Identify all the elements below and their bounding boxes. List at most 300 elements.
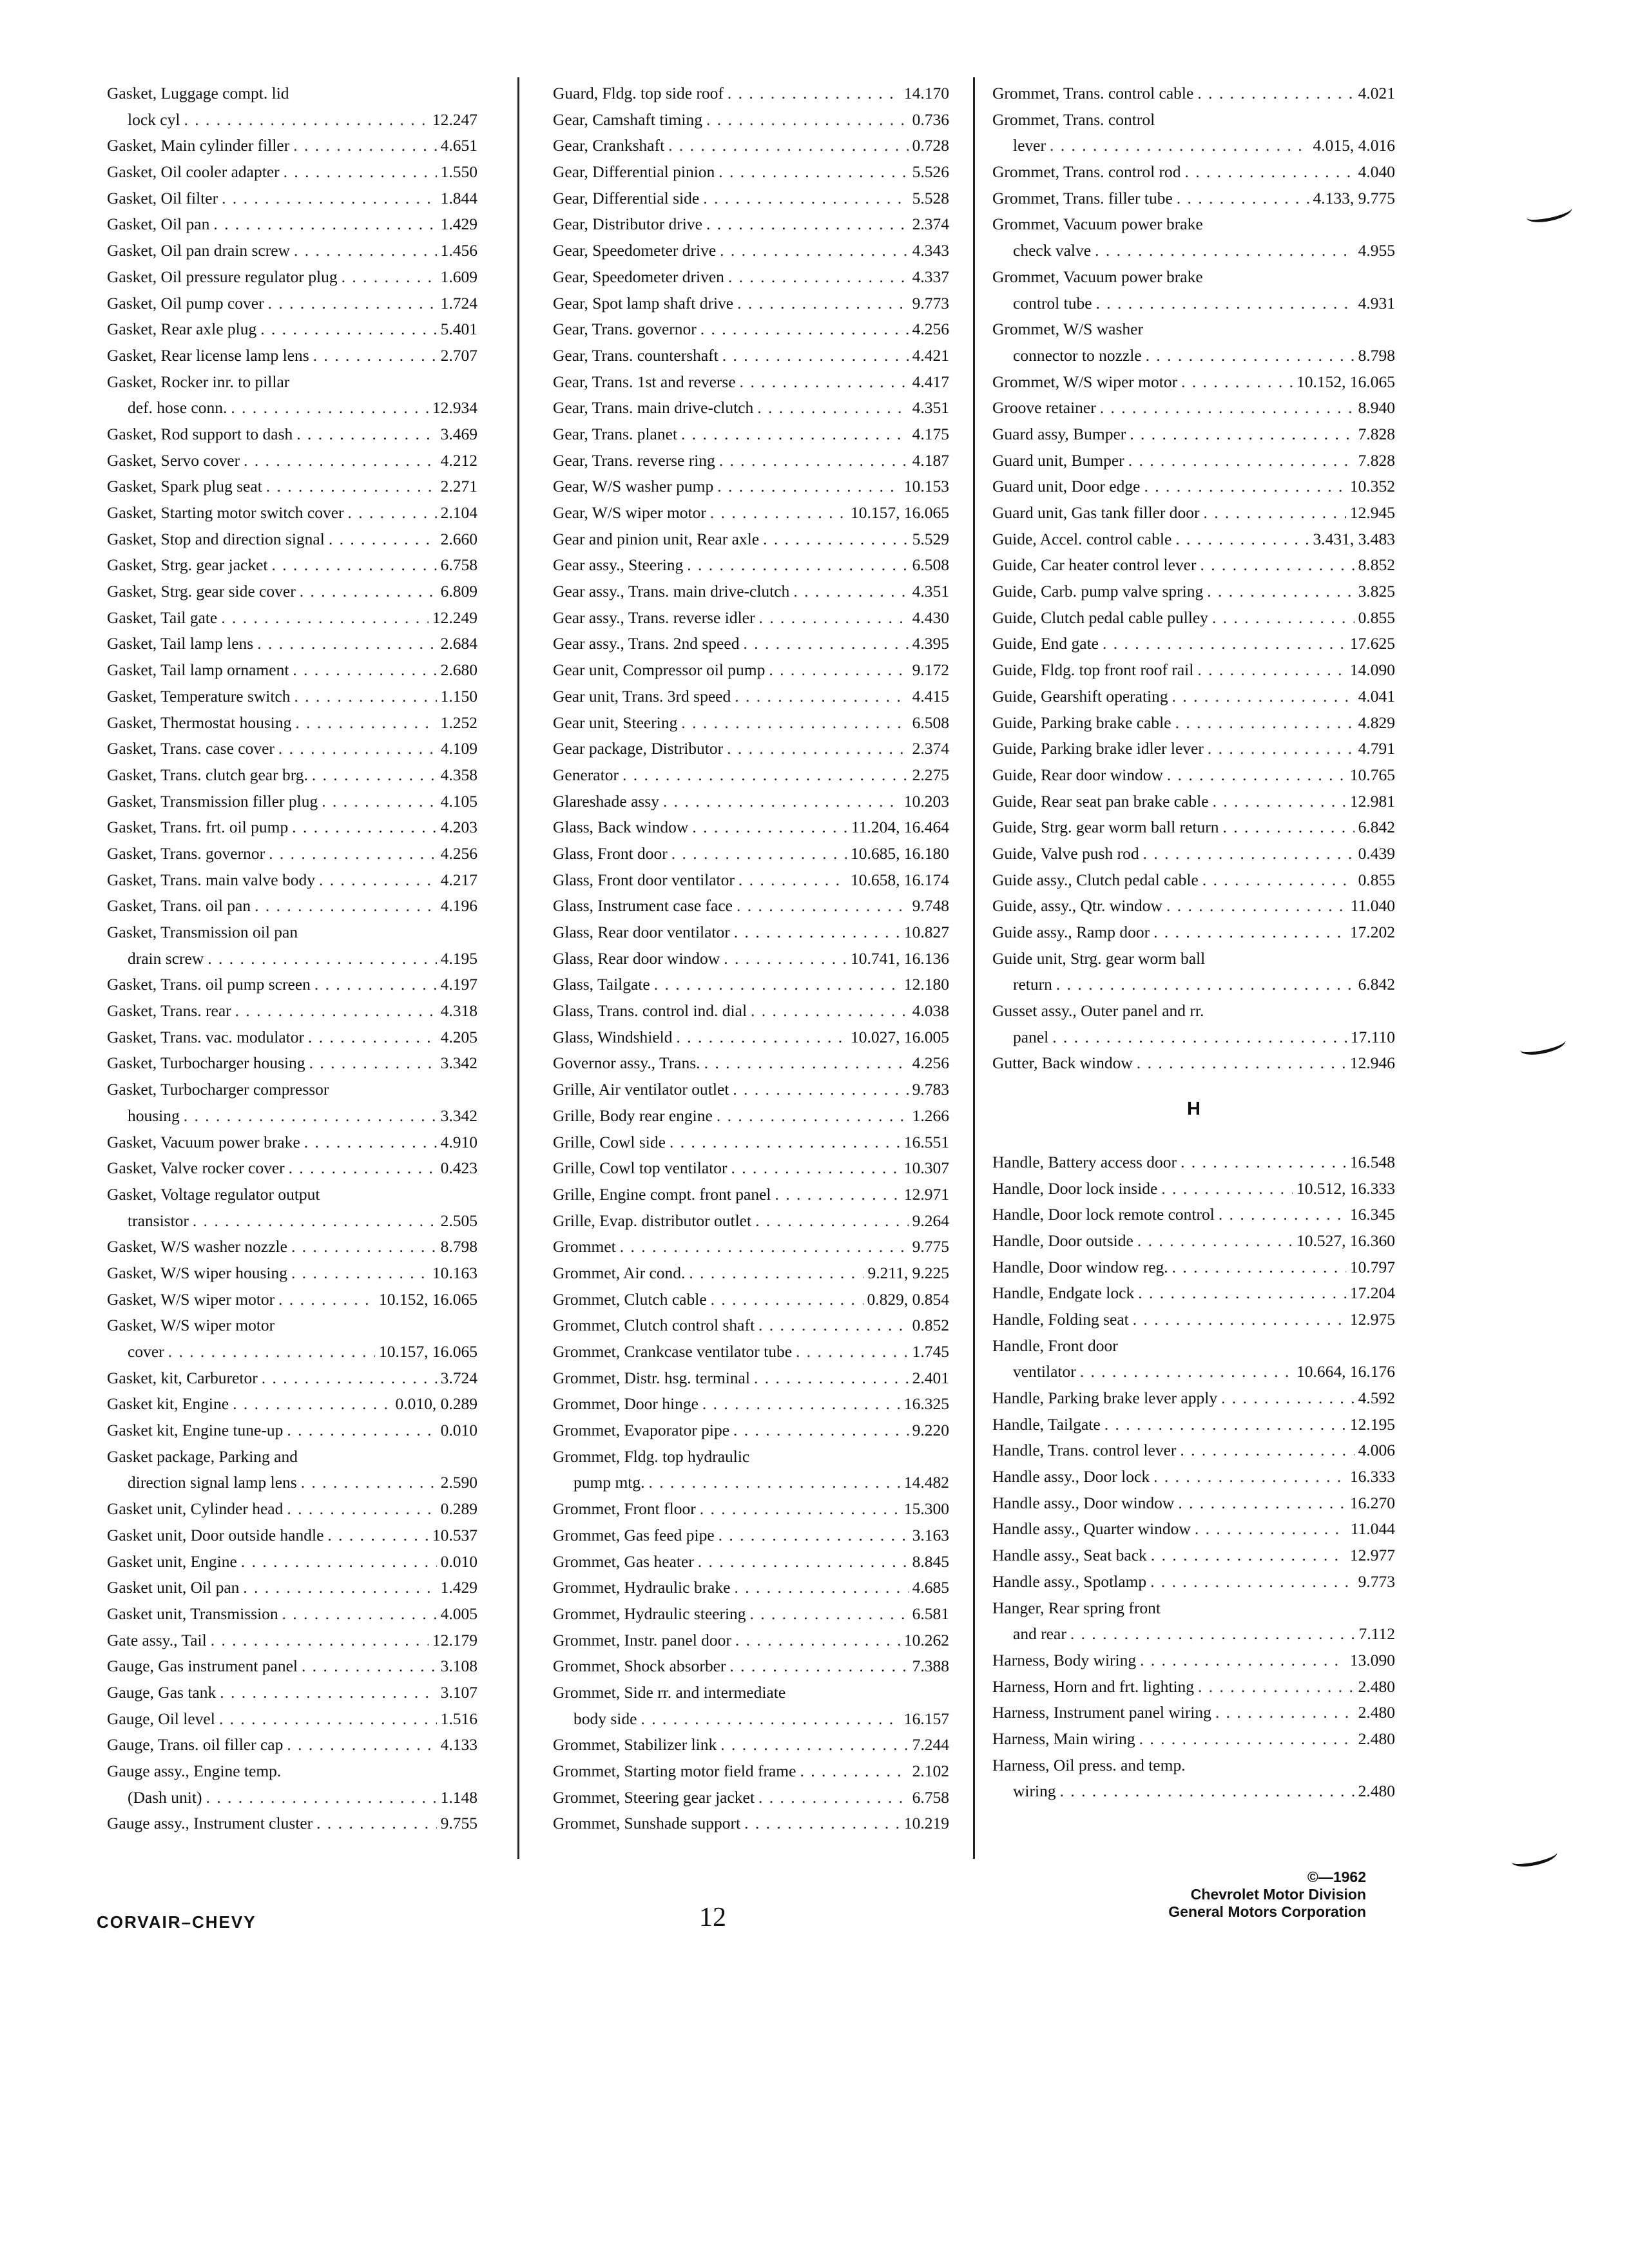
entry-page-ref: 10.797 — [1349, 1257, 1395, 1276]
dot-leader — [668, 133, 908, 159]
dot-leader — [301, 1470, 437, 1496]
dot-leader — [758, 605, 908, 631]
dot-leader — [1172, 684, 1354, 710]
entry-label: Gasket, Rod support to dash — [107, 424, 293, 443]
entry-page-ref: 7.828 — [1358, 424, 1395, 443]
entry-label: Gasket, Trans. frt. oil pump — [107, 818, 289, 837]
index-entry — [553, 1077, 949, 1103]
entry-label: Harness, Oil press. and temp. — [992, 1755, 1186, 1774]
dot-leader — [1197, 657, 1346, 684]
entry-label: Grommet, Fldg. top hydraulic — [553, 1446, 750, 1466]
entry-label: Guide assy., Clutch pedal cable — [992, 870, 1199, 889]
dot-leader — [296, 421, 436, 448]
entry-page-ref: 10.152, 16.065 — [379, 1289, 477, 1309]
entry-page-ref: 4.212 — [440, 450, 477, 470]
index-entry — [992, 736, 1395, 762]
entry-label: Guide, Accel. control cable — [992, 529, 1172, 548]
index-entry — [553, 1050, 949, 1077]
entry-page-ref: 11.040 — [1350, 896, 1395, 916]
entry-page-ref: 2.505 — [440, 1211, 477, 1230]
dot-leader — [681, 421, 909, 448]
entry-label: Gasket, W/S wiper motor — [107, 1289, 275, 1309]
entry-page-ref: 4.337 — [912, 267, 949, 286]
dot-leader — [319, 867, 437, 894]
entry-label: Gasket, Trans. oil pan — [107, 896, 251, 916]
page-number: 12 — [699, 1903, 726, 1932]
dot-leader — [1195, 1516, 1347, 1542]
index-entry — [992, 1490, 1395, 1517]
dot-leader — [207, 946, 436, 972]
entry-page-ref: 5.529 — [912, 529, 949, 548]
entry-label: Gear unit, Trans. 3rd speed — [553, 686, 731, 706]
index-entry-heading — [992, 998, 1395, 1024]
entry-label: Gear, Trans. reverse ring — [553, 450, 715, 470]
entry-page-ref: 0.855 — [1358, 870, 1395, 889]
entry-page-ref: 17.202 — [1349, 923, 1395, 941]
entry-page-ref: 9.748 — [912, 896, 949, 916]
dot-leader — [1130, 421, 1354, 448]
entry-label: Handle assy., Door lock — [992, 1467, 1150, 1486]
index-entry — [992, 684, 1395, 710]
index-entry-continuation — [992, 1024, 1395, 1051]
entry-label: Gear, Spot lamp shaft drive — [553, 293, 734, 312]
entry-label: Gasket, Servo cover — [107, 450, 240, 470]
index-entry — [553, 605, 949, 631]
entry-label: Glass, Tailgate — [553, 975, 650, 994]
entry-page-ref: 6.758 — [912, 1787, 949, 1807]
index-entry — [553, 1155, 949, 1182]
entry-label: Grommet, Evaporator pipe — [553, 1421, 730, 1440]
entry-label: Handle, Door lock inside — [992, 1178, 1158, 1198]
index-entry-continuation — [107, 107, 477, 133]
index-entry — [107, 186, 477, 212]
entry-page-ref: 2.401 — [912, 1368, 949, 1387]
entry-page-ref: 2.480 — [1358, 1677, 1395, 1696]
entry-page-ref: 2.275 — [912, 765, 949, 784]
index-entry — [107, 1129, 477, 1156]
dot-leader — [1219, 1202, 1346, 1228]
index-entry — [553, 710, 949, 736]
index-entry — [107, 1653, 477, 1680]
entry-label: Glass, Rear door window — [553, 948, 720, 968]
entry-page-ref: 9.775 — [912, 1237, 949, 1256]
footer-copyright-block — [1095, 1869, 1366, 1921]
index-entry — [992, 1700, 1395, 1726]
entry-label: Gasket, W/S washer nozzle — [107, 1237, 287, 1256]
entry-page-ref: 13.090 — [1349, 1650, 1395, 1669]
entry-page-ref: 1.266 — [912, 1106, 949, 1125]
entry-label: Gear, W/S wiper motor — [553, 503, 706, 522]
index-entry — [553, 474, 949, 500]
dot-leader — [1178, 1490, 1346, 1517]
index-entry — [992, 1254, 1395, 1281]
dot-leader — [1138, 1280, 1346, 1307]
entry-label: Glass, Rear door ventilator — [553, 923, 730, 941]
index-entry-heading — [992, 946, 1395, 972]
entry-label: Gasket, W/S wiper motor — [107, 1316, 275, 1335]
entry-page-ref: 14.090 — [1349, 660, 1395, 680]
entry-label: Gasket unit, Engine — [107, 1552, 237, 1571]
entry-label: connector to nozzle — [1013, 345, 1142, 365]
entry-page-ref: 3.107 — [440, 1682, 477, 1702]
copyright-year: ©—1962 — [1307, 1869, 1366, 1885]
dot-leader — [1222, 814, 1354, 841]
dot-leader — [211, 1628, 429, 1654]
dot-leader — [184, 107, 428, 133]
dot-leader — [293, 133, 436, 159]
dot-leader — [757, 395, 908, 421]
index-entry — [992, 762, 1395, 789]
entry-label: Grommet, Starting motor field frame — [553, 1762, 796, 1780]
dot-leader — [314, 972, 437, 998]
entry-page-ref: 9.172 — [912, 660, 949, 680]
index-entry-continuation — [992, 343, 1395, 369]
index-entry-heading — [992, 264, 1395, 291]
entry-page-ref: 10.157, 16.065 — [851, 503, 949, 522]
index-entry — [107, 1496, 477, 1523]
index-entry — [553, 395, 949, 421]
entry-label: lock cyl — [128, 110, 180, 129]
index-entry-heading — [992, 107, 1395, 133]
index-entry-continuation — [107, 1785, 477, 1811]
dot-leader — [1175, 710, 1354, 736]
dot-leader — [1150, 1569, 1354, 1595]
index-entry — [992, 1674, 1395, 1700]
index-entry — [553, 448, 949, 474]
index-entry — [107, 972, 477, 998]
entry-label: Gasket, Trans. clutch gear brg. — [107, 765, 308, 784]
dot-leader — [322, 789, 436, 815]
entry-label: Grommet, Hydraulic brake — [553, 1578, 731, 1597]
entry-label: Gear assy., Trans. reverse idler — [553, 608, 755, 627]
dot-leader — [233, 1391, 391, 1418]
index-entry — [107, 736, 477, 762]
entry-label: Gasket, Trans. rear — [107, 1001, 231, 1021]
index-entry — [553, 1523, 949, 1549]
index-entry-heading — [992, 316, 1395, 343]
entry-label: Grommet, Instr. panel door — [553, 1630, 731, 1649]
index-entry — [553, 316, 949, 343]
entry-page-ref: 4.187 — [912, 450, 949, 470]
entry-page-ref: 4.133 — [440, 1735, 477, 1754]
entry-label: Gasket, Trans. oil pump screen — [107, 975, 311, 994]
dot-leader — [1212, 605, 1354, 631]
entry-label: Guide, End gate — [992, 634, 1099, 653]
entry-label: Grille, Air ventilator outlet — [553, 1080, 729, 1099]
entry-label: Guide, Rear seat pan brake cable — [992, 791, 1209, 811]
entry-page-ref: 1.516 — [440, 1709, 477, 1728]
entry-page-ref: 6.809 — [440, 582, 477, 601]
entry-label: body side — [574, 1709, 637, 1728]
index-entry-continuation — [992, 238, 1395, 264]
dot-leader — [1161, 1176, 1293, 1202]
dot-leader — [308, 1024, 437, 1051]
dot-leader — [1140, 1648, 1346, 1674]
dot-leader — [796, 1339, 909, 1365]
dot-leader — [193, 1208, 437, 1235]
dot-leader — [734, 919, 900, 946]
index-entry — [553, 736, 949, 762]
entry-page-ref: 10.527, 16.360 — [1296, 1231, 1395, 1250]
entry-page-ref: 16.333 — [1349, 1467, 1395, 1486]
entry-page-ref: 6.508 — [912, 713, 949, 732]
index-entry — [553, 343, 949, 369]
dot-leader — [206, 1785, 436, 1811]
dot-leader — [689, 1260, 863, 1287]
entry-page-ref: 4.195 — [440, 948, 477, 968]
entry-label: cover — [128, 1342, 164, 1361]
dot-leader — [1208, 736, 1354, 762]
entry-label: Guard unit, Gas tank filler door — [992, 503, 1200, 522]
dot-leader — [706, 211, 909, 238]
dot-leader — [692, 814, 847, 841]
entry-label: housing — [128, 1106, 180, 1125]
index-entry — [107, 1365, 477, 1392]
entry-page-ref: 10.537 — [432, 1525, 477, 1544]
entry-label: Gasket, Oil filter — [107, 188, 218, 207]
index-entry — [553, 552, 949, 579]
entry-page-ref: 4.203 — [440, 818, 477, 837]
dot-leader — [731, 1155, 900, 1182]
dot-leader — [703, 186, 908, 212]
entry-label: Handle assy., Door window — [992, 1493, 1175, 1512]
entry-label: Gasket, Oil pressure regulator plug — [107, 267, 338, 286]
entry-page-ref: 3.825 — [1358, 582, 1395, 601]
entry-label: Gear, Speedometer drive — [553, 241, 717, 260]
index-entry — [553, 291, 949, 317]
entry-label: Gasket, kit, Carburetor — [107, 1368, 258, 1387]
dot-leader — [733, 1077, 908, 1103]
entry-label: Grommet, Crankcase ventilator tube — [553, 1342, 793, 1361]
dot-leader — [751, 998, 909, 1024]
entry-page-ref: 1.429 — [440, 215, 477, 234]
dot-leader — [327, 1523, 428, 1549]
index-entry — [553, 500, 949, 526]
entry-page-ref: 0.439 — [1358, 843, 1395, 863]
entry-page-ref: 10.512, 16.333 — [1296, 1178, 1395, 1198]
entry-page-ref: 4.197 — [440, 975, 477, 994]
dot-leader — [1202, 867, 1354, 894]
entry-label: Grommet, Side rr. and intermediate — [553, 1682, 786, 1702]
entry-page-ref: 4.015, 4.016 — [1313, 136, 1395, 155]
dot-leader — [1143, 841, 1354, 867]
dot-leader — [282, 1601, 437, 1628]
entry-page-ref: 10.307 — [903, 1158, 949, 1178]
dot-leader — [1070, 1621, 1355, 1648]
entry-label: Grommet, W/S washer — [992, 320, 1143, 339]
entry-label: Glass, Front door — [553, 843, 668, 863]
index-entry-heading — [553, 1444, 949, 1470]
entry-label: Handle, Door window reg. — [992, 1257, 1168, 1276]
dot-leader — [1128, 448, 1354, 474]
dot-leader — [734, 1575, 908, 1601]
dot-leader — [706, 107, 909, 133]
index-entry — [992, 369, 1395, 396]
entry-page-ref: 3.342 — [440, 1106, 477, 1125]
entry-label: check valve — [1013, 241, 1092, 260]
entry-page-ref: 2.374 — [912, 739, 949, 758]
dot-leader — [231, 395, 429, 421]
dot-leader — [735, 1628, 900, 1654]
dot-leader — [722, 343, 909, 369]
index-entry — [107, 762, 477, 789]
entry-label: Grommet — [553, 1237, 616, 1256]
dot-leader — [1180, 1437, 1354, 1464]
entry-label: Grommet, W/S wiper motor — [992, 372, 1178, 391]
entry-page-ref: 4.685 — [912, 1578, 949, 1597]
entry-label: Grommet, Vacuum power brake — [992, 215, 1203, 234]
entry-page-ref: 8.940 — [1358, 398, 1395, 418]
entry-label: def. hose conn. — [128, 398, 227, 418]
dot-leader — [793, 579, 908, 605]
entry-page-ref: 7.388 — [912, 1657, 949, 1676]
entry-page-ref: 9.264 — [912, 1211, 949, 1230]
entry-page-ref: 2.707 — [440, 345, 477, 365]
entry-label: Handle, Tailgate — [992, 1414, 1101, 1434]
index-entry — [992, 1149, 1395, 1176]
entry-page-ref: 10.152, 16.065 — [1296, 372, 1395, 391]
index-entry — [107, 1287, 477, 1313]
index-entry — [992, 500, 1395, 526]
entry-label: ventilator — [1013, 1362, 1076, 1381]
entry-label: Gasket, Strg. gear jacket — [107, 555, 268, 575]
index-entry — [553, 264, 949, 291]
entry-label: Gasket, Tail gate — [107, 608, 218, 627]
index-entry — [553, 1811, 949, 1837]
entry-label: Gear package, Distributor — [553, 739, 724, 758]
entry-page-ref: 0.728 — [912, 136, 949, 155]
entry-page-ref: 10.658, 16.174 — [851, 870, 949, 889]
entry-label: Gasket, Oil pan drain screw — [107, 241, 290, 260]
index-entry — [107, 657, 477, 684]
entry-label: Gear unit, Compressor oil pump — [553, 660, 766, 680]
index-entry — [992, 657, 1395, 684]
entry-page-ref: 2.660 — [440, 529, 477, 548]
dot-leader — [735, 684, 908, 710]
entry-label: Guide, Parking brake idler lever — [992, 739, 1204, 758]
dot-leader — [724, 946, 847, 972]
dot-leader — [329, 526, 437, 553]
entry-label: Gear assy., Steering — [553, 555, 684, 575]
index-entry — [553, 159, 949, 186]
entry-label: (Dash unit) — [128, 1787, 202, 1807]
index-column-2 — [553, 81, 949, 1837]
dot-leader — [754, 1365, 909, 1392]
entry-label: Grommet, Shock absorber — [553, 1657, 726, 1676]
dot-leader — [729, 1653, 908, 1680]
dot-leader — [1177, 186, 1309, 212]
entry-label: Handle, Endgate lock — [992, 1283, 1135, 1303]
entry-page-ref: 3.163 — [912, 1525, 949, 1544]
dot-leader — [300, 579, 437, 605]
entry-label: Guide, Fldg. top front roof rail — [992, 660, 1194, 680]
index-entry — [107, 291, 477, 317]
entry-label: Gear assy., Trans. 2nd speed — [553, 634, 740, 653]
index-entry — [107, 710, 477, 736]
dot-leader — [670, 1129, 900, 1156]
index-entry — [553, 1182, 949, 1208]
entry-label: Gusset assy., Outer panel and rr. — [992, 1001, 1204, 1021]
entry-page-ref: 4.006 — [1358, 1441, 1395, 1460]
dot-leader — [268, 291, 437, 317]
index-entry — [107, 1706, 477, 1733]
entry-page-ref: 6.842 — [1358, 818, 1395, 837]
entry-label: Glass, Windshield — [553, 1027, 673, 1046]
margin-mark — [1510, 1845, 1559, 1870]
entry-page-ref: 4.196 — [440, 896, 477, 916]
index-entry — [992, 1412, 1395, 1438]
entry-label: Gate assy., Tail — [107, 1630, 207, 1649]
dot-leader — [291, 1234, 437, 1260]
index-entry — [553, 369, 949, 396]
dot-leader — [704, 1050, 909, 1077]
entry-page-ref: 4.005 — [440, 1604, 477, 1623]
index-entry — [107, 1549, 477, 1575]
entry-label: and rear — [1013, 1624, 1066, 1644]
entry-page-ref: 6.508 — [912, 555, 949, 575]
entry-label: Guard unit, Bumper — [992, 450, 1124, 470]
entry-label: Gear, Trans. main drive-clutch — [553, 398, 754, 418]
index-entry — [553, 972, 949, 998]
entry-page-ref: 4.256 — [440, 843, 477, 863]
dot-leader — [1197, 81, 1354, 107]
entry-label: Guide, Carb. pump valve spring — [992, 582, 1204, 601]
entry-label: Gauge assy., Instrument cluster — [107, 1814, 313, 1833]
entry-label: Gear, Trans. countershaft — [553, 345, 718, 365]
entry-page-ref: 0.852 — [912, 1316, 949, 1335]
entry-label: Gauge, Gas instrument panel — [107, 1657, 298, 1676]
entry-page-ref: 1.429 — [440, 1578, 477, 1597]
entry-label: Gasket, Vacuum power brake — [107, 1132, 300, 1151]
index-entry — [107, 1811, 477, 1837]
index-entry-heading — [107, 1312, 477, 1339]
entry-label: Gear, W/S washer pump — [553, 477, 714, 496]
entry-page-ref: 10.352 — [1349, 477, 1395, 496]
index-entry — [553, 657, 949, 684]
index-entry — [553, 893, 949, 919]
entry-label: Guard assy, Bumper — [992, 424, 1126, 443]
entry-page-ref: 10.219 — [903, 1814, 949, 1833]
index-entry — [107, 1234, 477, 1260]
dot-leader — [663, 789, 900, 815]
entry-label: Gasket, Tail lamp ornament — [107, 660, 289, 680]
index-entry-continuation — [992, 1621, 1395, 1648]
index-column-3 — [992, 81, 1395, 1805]
entry-page-ref: 9.773 — [912, 293, 949, 312]
entry-label: Gear, Trans. governor — [553, 320, 697, 339]
entry-page-ref: 1.724 — [440, 293, 477, 312]
index-entry — [992, 1464, 1395, 1490]
entry-label: Gasket, Transmission filler plug — [107, 791, 318, 811]
index-entry — [553, 684, 949, 710]
entry-page-ref: 2.680 — [440, 660, 477, 680]
entry-label: Guide, assy., Qtr. window — [992, 896, 1162, 916]
index-entry-continuation — [992, 291, 1395, 317]
dot-leader — [1060, 1778, 1354, 1805]
entry-label: Gear, Crankshaft — [553, 136, 665, 155]
dot-leader — [671, 841, 847, 867]
entry-label: Grommet, Gas heater — [553, 1552, 694, 1571]
index-entry — [553, 841, 949, 867]
entry-page-ref: 2.590 — [440, 1473, 477, 1492]
dot-leader — [641, 1706, 900, 1733]
dot-leader — [1144, 474, 1345, 500]
entry-page-ref: 10.153 — [903, 477, 949, 496]
entry-label: Gauge, Gas tank — [107, 1682, 217, 1702]
entry-page-ref: 8.798 — [440, 1237, 477, 1256]
dot-leader — [1213, 789, 1346, 815]
index-entry — [553, 1365, 949, 1392]
